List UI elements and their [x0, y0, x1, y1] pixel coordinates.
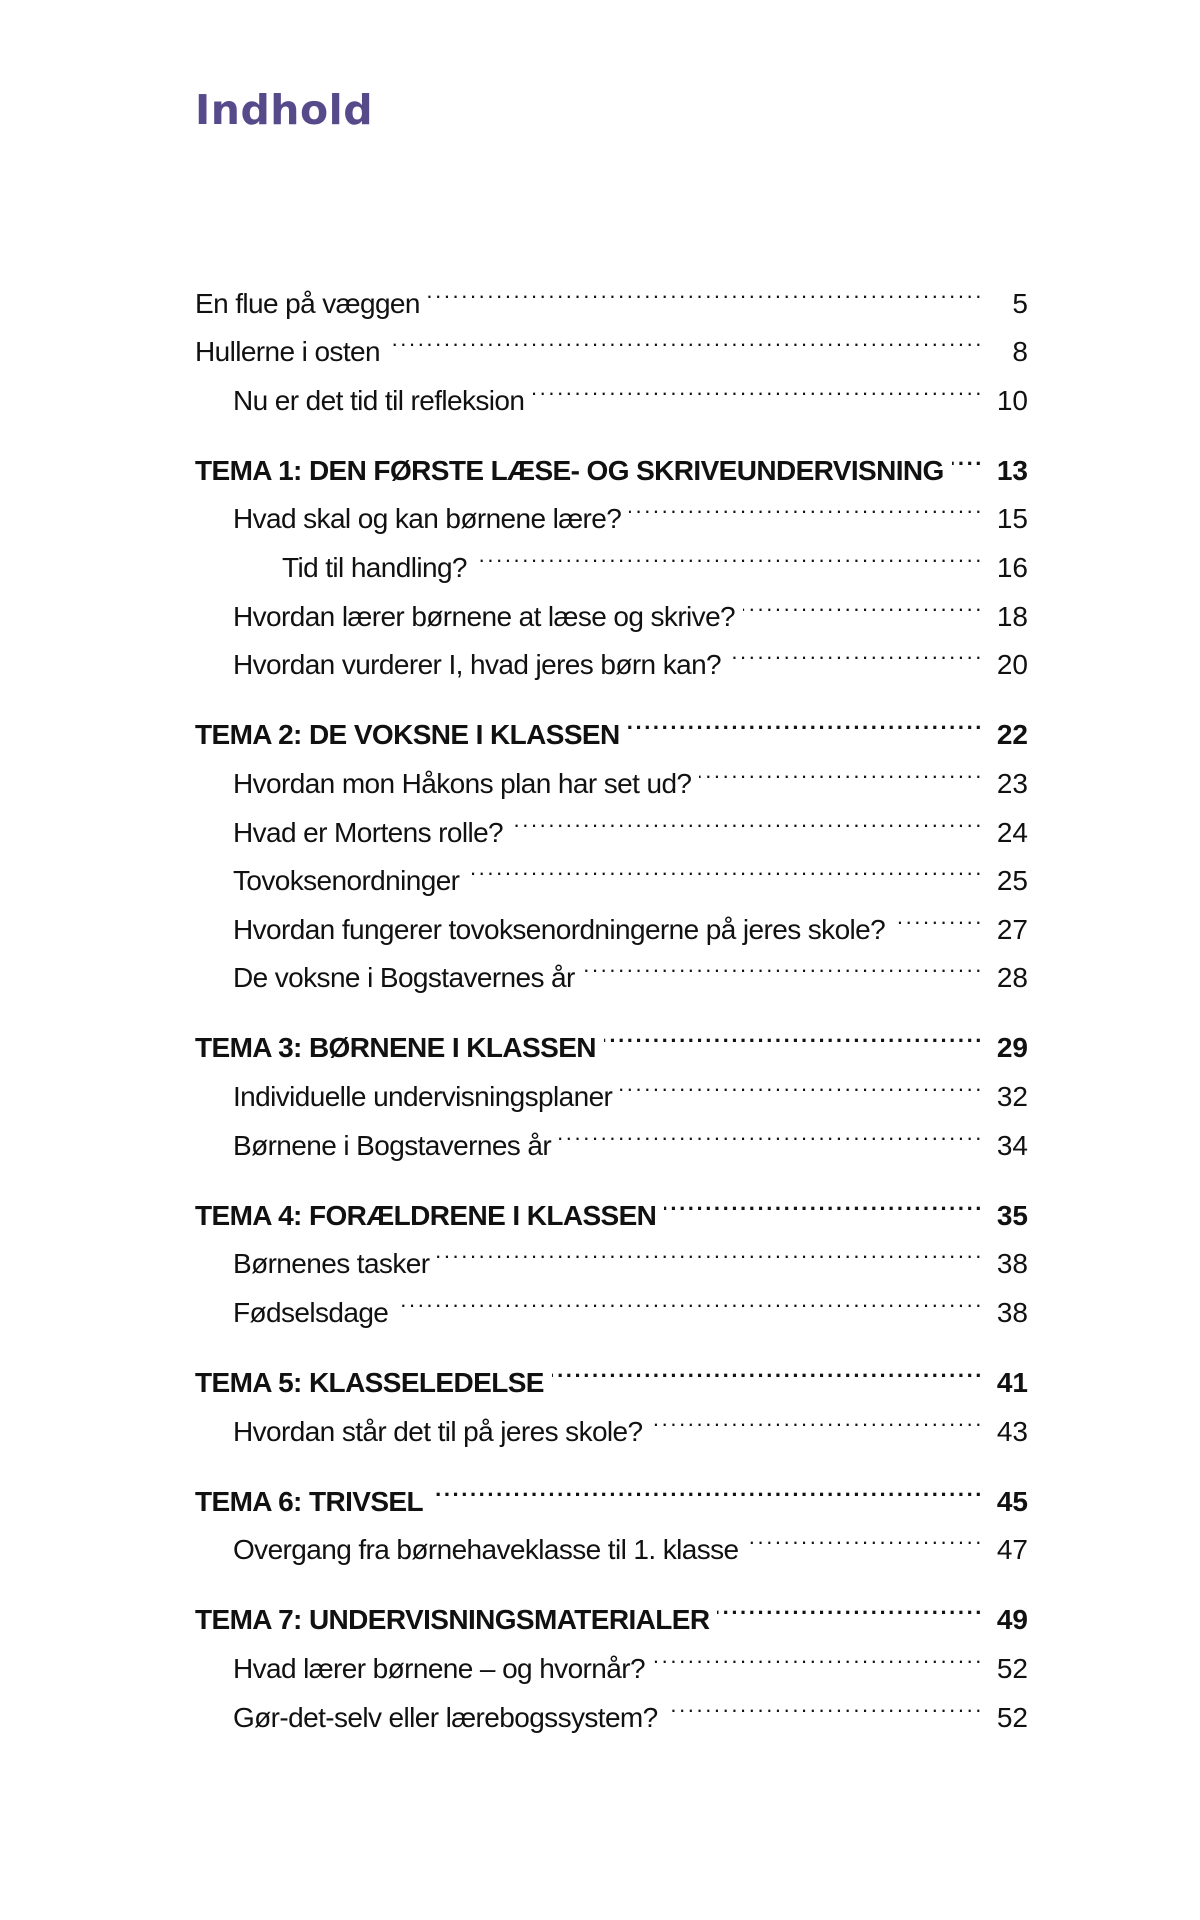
toc-page-number: 29: [996, 1032, 1028, 1064]
toc-page-number: 45: [996, 1485, 1028, 1517]
toc-page-number: 35: [996, 1199, 1028, 1231]
dot-leader: [666, 1678, 984, 1727]
toc-page-number: 13: [996, 454, 1028, 486]
toc-page-number: 27: [996, 913, 1028, 945]
toc-entry-title: Hvad lærer børnene – og hvornår?: [233, 1652, 645, 1684]
toc-page-number: 23: [996, 767, 1028, 799]
toc-entry-title: Hullerne i osten: [195, 336, 380, 368]
dot-leader: [431, 1462, 984, 1511]
toc-entry-title: TEMA 1: DEN FØRSTE LÆSE- OG SKRIVEUNDERVISNING: [195, 454, 944, 486]
dot-leader: [583, 939, 984, 988]
toc-page-number: 25: [996, 865, 1028, 897]
dot-leader: [511, 793, 984, 842]
toc-page-number: 52: [996, 1652, 1028, 1684]
toc-page-number: 32: [996, 1081, 1028, 1112]
toc-entry-title: En flue på væggen: [195, 287, 420, 319]
dot-leader: [664, 1176, 984, 1225]
dot-leader: [717, 1581, 984, 1630]
page-title: Indhold: [195, 86, 374, 134]
dot-leader: [604, 1009, 984, 1058]
dot-leader: [653, 1629, 984, 1678]
toc-page-number: 24: [996, 816, 1028, 848]
dot-leader: [747, 1511, 984, 1560]
toc-page-number: 8: [1012, 336, 1028, 368]
toc-entry-title: Fødselsdage: [233, 1296, 389, 1328]
toc-entry-title: Børnenes tasker: [233, 1248, 430, 1280]
dot-leader: [952, 431, 984, 480]
toc-entry-title: Hvordan står det til på jeres skole?: [233, 1415, 643, 1447]
toc-page-number: 38: [996, 1248, 1028, 1280]
dot-leader: [743, 577, 984, 626]
toc-entry-title: Overgang fra børnehaveklasse til 1. klasse: [233, 1534, 739, 1566]
dot-leader: [396, 1273, 984, 1322]
toc-entry-title: Nu er det tid til refleksion: [233, 384, 525, 416]
dot-leader: [729, 626, 984, 675]
toc-entry-title: TEMA 2: DE VOKSNE I KLASSEN: [195, 719, 620, 751]
dot-leader: [651, 1392, 984, 1441]
toc-entry-title: Hvad er Mortens rolle?: [233, 816, 504, 848]
toc-page-number: 10: [996, 384, 1028, 416]
toc-page-number: 49: [996, 1604, 1028, 1636]
toc-section-heading[interactable]: [195, 1462, 1028, 1517]
dot-leader: [559, 1106, 984, 1155]
toc-entry-title: Hvordan fungerer tovoksenordningerne på jeres skole?: [233, 913, 886, 945]
toc-page-number: 15: [996, 503, 1028, 535]
dot-leader: [552, 1343, 984, 1392]
toc-entry[interactable]: [195, 264, 1028, 319]
dot-leader: [467, 842, 984, 891]
toc-page-number: 38: [996, 1296, 1028, 1328]
dot-leader: [620, 1057, 984, 1106]
toc-page-number: 34: [996, 1129, 1028, 1161]
dot-leader: [437, 1225, 984, 1274]
toc-entry-title: TEMA 7: UNDERVISNINGSMATERIALER: [195, 1604, 710, 1636]
toc-entry-title: Tid til handling?: [282, 552, 467, 584]
toc-page-number: 5: [1012, 287, 1028, 319]
toc-page-number: 18: [996, 600, 1028, 632]
toc-section-heading[interactable]: [195, 1176, 1028, 1231]
dot-leader: [629, 480, 984, 529]
toc-entry-title: TEMA 6: TRIVSEL: [195, 1485, 423, 1517]
dot-leader: [475, 528, 984, 577]
toc-entry-title: TEMA 5: KLASSELEDELSE: [195, 1366, 544, 1398]
dot-leader: [532, 361, 984, 410]
dot-leader: [428, 264, 984, 313]
toc-section-heading[interactable]: [195, 431, 1028, 486]
toc-entry-title: De voksne i Bogstavernes år: [233, 962, 575, 994]
toc-entry-title: Hvordan lærer børnene at læse og skrive?: [233, 600, 736, 632]
dot-leader: [388, 313, 984, 362]
toc-entry-title: Hvordan mon Håkons plan har set ud?: [233, 767, 692, 799]
toc-entry-title: Individuelle undervisningsplaner: [233, 1081, 613, 1112]
table-of-contents: [195, 264, 1028, 1733]
toc-section-heading[interactable]: [195, 1581, 1028, 1636]
toc-section-heading[interactable]: [195, 1009, 1028, 1064]
toc-page-number: 43: [996, 1415, 1028, 1447]
toc-entry-title: Gør-det-selv eller lærebogssystem?: [233, 1701, 658, 1733]
toc-section-heading[interactable]: [195, 1343, 1028, 1398]
toc-page-number: 22: [996, 719, 1028, 751]
toc-page-number: 52: [996, 1701, 1028, 1733]
toc-entry-title: Hvad skal og kan børnene lære?: [233, 503, 622, 535]
toc-page-number: 47: [996, 1534, 1028, 1566]
dot-leader: [893, 890, 984, 939]
dot-leader: [699, 744, 984, 793]
toc-entry-title: Børnene i Bogstavernes år: [233, 1129, 552, 1161]
toc-entry-title: TEMA 4: FORÆLDRENE I KLASSEN: [195, 1199, 657, 1231]
toc-entry-title: Hvordan vurderer I, hvad jeres børn kan?: [233, 649, 722, 681]
toc-entry-title: Tovoksenordninger: [233, 865, 460, 897]
toc-section-heading[interactable]: [195, 696, 1028, 751]
dot-leader: [628, 696, 984, 745]
toc-page-number: 41: [996, 1366, 1028, 1398]
toc-page-number: 16: [996, 552, 1028, 584]
toc-page-number: 28: [996, 962, 1028, 994]
toc-page-number: 20: [996, 649, 1028, 681]
toc-entry-title: TEMA 3: BØRNENE I KLASSEN: [195, 1032, 596, 1064]
